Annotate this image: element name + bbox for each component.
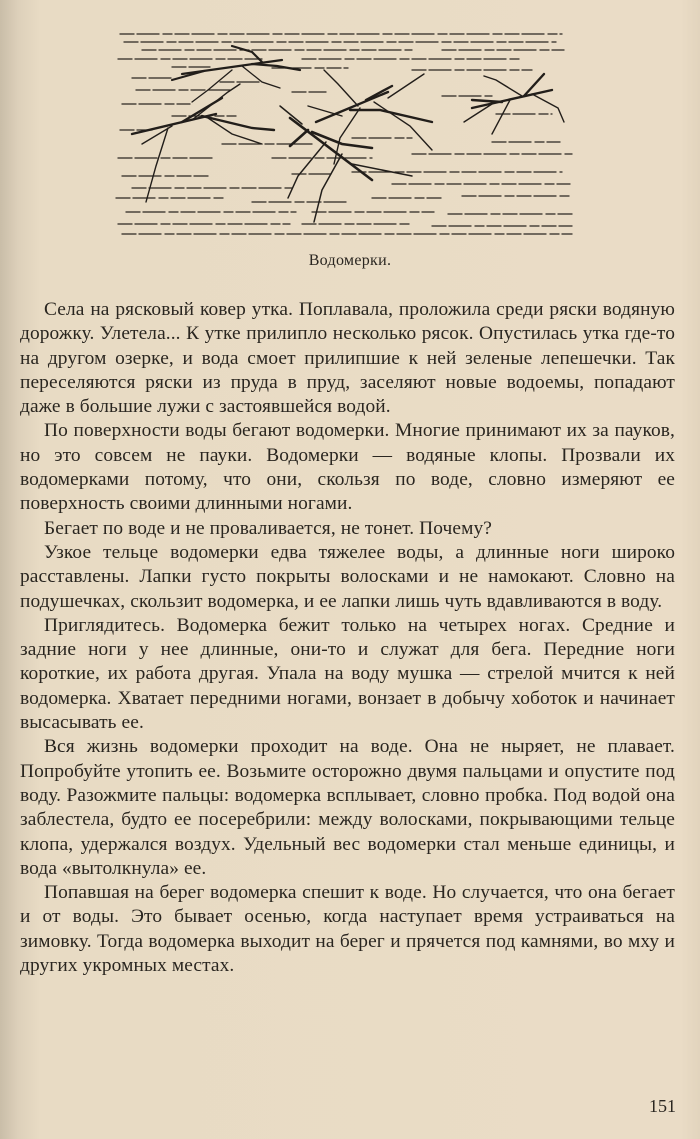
- paragraph: Села на рясковый ковер утка. Поплавала, проложила среди ряски водяную дорожку. Улетела... К утке прилипло несколько рясок. Опустилась утка где-то на другом озерке, и вода смоет прилипшие к ней зеленые лепешечки. Так переселяются ряски из пруда в пруд, заселяют новые водоемы, попадают даже в большие лужи с застоявшейся водой.: [20, 299, 675, 418]
- body-text: [20, 298, 675, 978]
- water-striders-illustration: [112, 26, 576, 238]
- paragraph: Приглядитесь. Водомерка бежит только на четырех ногах. Средние и задние ноги у нее длинные, они-то и служат для бега. Передние ноги короткие, их работа другая. Упала на воду мушка — стрелой мчится к ней водомерка. Хватает передними ногами, вонзает в добычу хоботок и начинает высасывать ее.: [20, 614, 675, 734]
- illustration-drawing: [112, 26, 576, 238]
- paragraph: Узкое тельце водомерки едва тяжелее воды, а длинные ноги широко расставлены. Лапки густо покрыты волосками и не намокают. Словно на подушечках, скользит водомерка, и ее лапки лишь чуть вдавливаются в воду.: [20, 541, 675, 612]
- paragraph: Попавшая на берег водомерка спешит к воде. Но случается, что она бегает и от воды. Это бывает осенью, когда наступает время устраиваться на зимовку. Тогда водомерка выходит на берег и прячется под камнями, во мху и других укромных местах.: [20, 882, 675, 977]
- paragraph: Бегает по воде и не проваливается, не тонет. Почему?: [44, 517, 492, 539]
- figure-caption: Водомерки.: [308, 252, 392, 269]
- paragraph: По поверхности воды бегают водомерки. Многие принимают их за пауков, но это совсем не пауки. Водомерки — водяные клопы. Прозвали их водомерками потому, что они, скользя по воде, словно измеряют ее поверхность своими длинными ногами.: [20, 420, 675, 515]
- page-number: 151: [649, 1096, 676, 1116]
- paragraph: Вся жизнь водомерки проходит на воде. Она не ныряет, не плавает. Попробуйте утопить ее. Возьмите осторожно двумя пальцами и опустите под воду. Разожмите пальцы: водомерка всплывает, словно пробка. Под водой она заблестела, будто ее посеребрили: между волосками, покрывающими тельце клопа, удержался воздух. Удельный вес водомерки стал меньше единицы, и вода «вытолкнула» ее.: [20, 736, 675, 879]
- water-ripples: [116, 34, 572, 234]
